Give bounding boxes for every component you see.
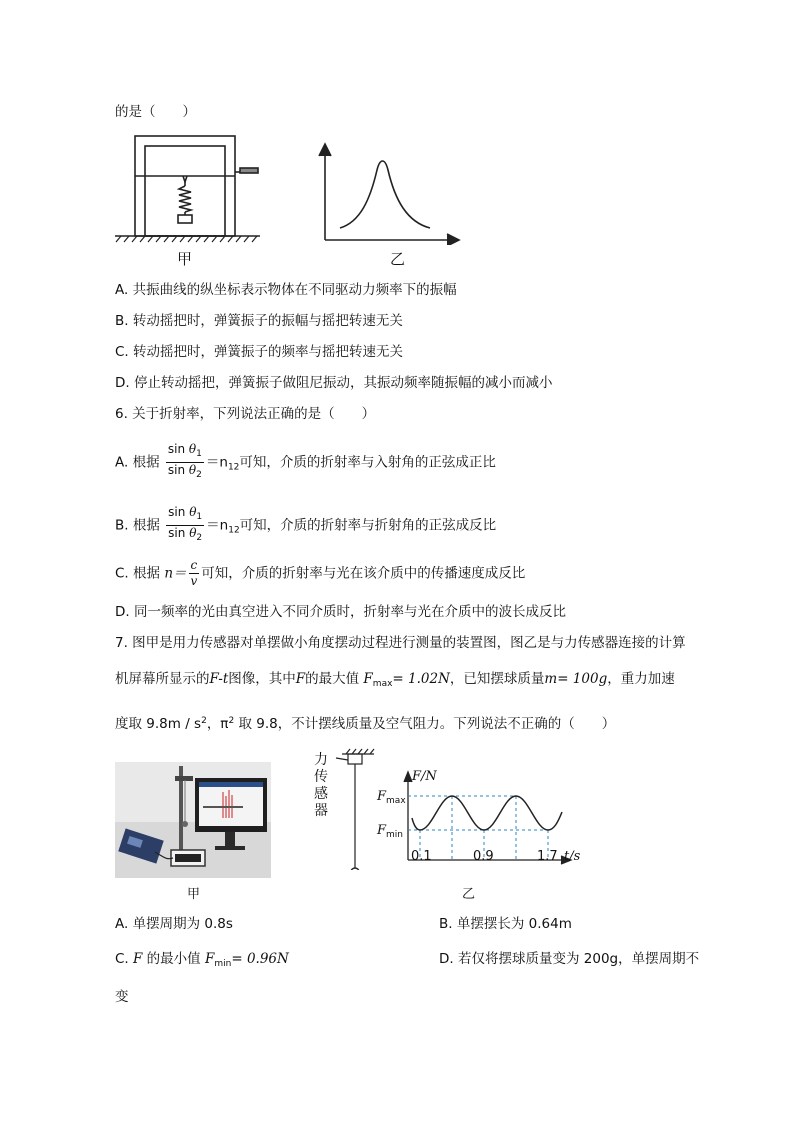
q6-option-b: B. 根据 $\frac{\sin \theta_1}{\sin \theta_2}$ $=n_{12}$可知，介质的折射率与折射角的正弦成反比: [115, 505, 496, 546]
y-tick-fmin: $F_{min}$: [377, 823, 404, 840]
q6-stem: 6. 关于折射率，下列说法正确的是（ ）: [115, 406, 376, 422]
q7-stem-line3: 度取 $9.8m / s^2$，$\pi^2$ 取 9.8，不计摆线质量及空气阻力。下列说法不正确的（ ）: [115, 716, 616, 732]
fig-yi-caption: 乙: [390, 250, 406, 268]
q7-option-a: A. 单摆周期为 0.8s: [115, 916, 233, 932]
driven-oscillator-figure: [115, 130, 265, 245]
q6-option-d: D. 同一频率的光由真空进入不同介质时，折射率与光在介质中的波长成反比: [115, 604, 566, 620]
x-tick: 1.7: [537, 849, 558, 864]
fig-jia-caption: 甲: [177, 250, 193, 268]
q5-option-b: B. 转动摇把时，弹簧振子的振幅与摇把转速无关: [115, 313, 403, 329]
y-tick-fmax: $F_{max}$: [377, 789, 406, 806]
q5-stem-tail: 的是（ ）: [115, 104, 196, 120]
x-tick: 0.1: [411, 849, 432, 864]
q7-option-c: C. F 的最小值 $F_{min}= 0.96N$: [115, 951, 289, 969]
q5-option-c: C. 转动摇把时，弹簧振子的频率与摇把转速无关: [115, 344, 404, 360]
q7-fig-jia-caption: 甲: [187, 887, 201, 902]
q7-option-b: B. 单摆摆长为 0.64m: [439, 916, 572, 932]
sine-ratio-fraction: $\frac{\sin \theta_1}{\sin \theta_2}$: [168, 505, 203, 543]
axis-x-label: t/s: [564, 849, 581, 864]
q7-stem-line1: 7. 图甲是用力传感器对单摆做小角度摆动过程进行测量的装置图，图乙是与力传感器连接的计算: [115, 635, 686, 651]
force-sensor-label: 力 传 感 器: [314, 752, 328, 819]
q7-option-d-line1: D. 若仅将摆球质量变为 200g，单摆周期不: [439, 951, 700, 967]
axis-y-label: F/N: [412, 769, 437, 784]
sine-ratio-fraction: $\frac{\sin \theta_1}{\sin \theta_2}$: [167, 442, 202, 480]
q7-fig-yi-caption: 乙: [462, 887, 476, 902]
resonance-curve-figure: [315, 140, 465, 245]
q6-option-c: C. 根据 n＝ $\frac{c}{v}$ 可知，介质的折射率与光在该介质中的传播速度成反比: [115, 558, 526, 588]
q6-option-a: A. 根据 $\frac{\sin \theta_1}{\sin \theta_2}$ $=n_{12}$可知，介质的折射率与入射角的正弦成正比: [115, 442, 496, 483]
apparatus-photo: [115, 762, 271, 878]
q5-option-d: D. 停止转动摇把，弹簧振子做阻尼振动，其振动频率随振幅的减小而减小: [115, 375, 553, 391]
q7-stem-line2: 机屏幕所显示的F-t图像，其中F的最大值 $F_{max}= 1.02N$，已知摆球质量m= 100g，重力加速: [115, 671, 675, 689]
c-over-v-fraction: $\frac{c}{v}$: [190, 558, 198, 588]
x-tick: 0.9: [473, 849, 494, 864]
q5-option-a: A. 共振曲线的纵坐标表示物体在不同驱动力频率下的振幅: [115, 282, 457, 298]
q7-option-d-line2: 变: [115, 989, 129, 1005]
